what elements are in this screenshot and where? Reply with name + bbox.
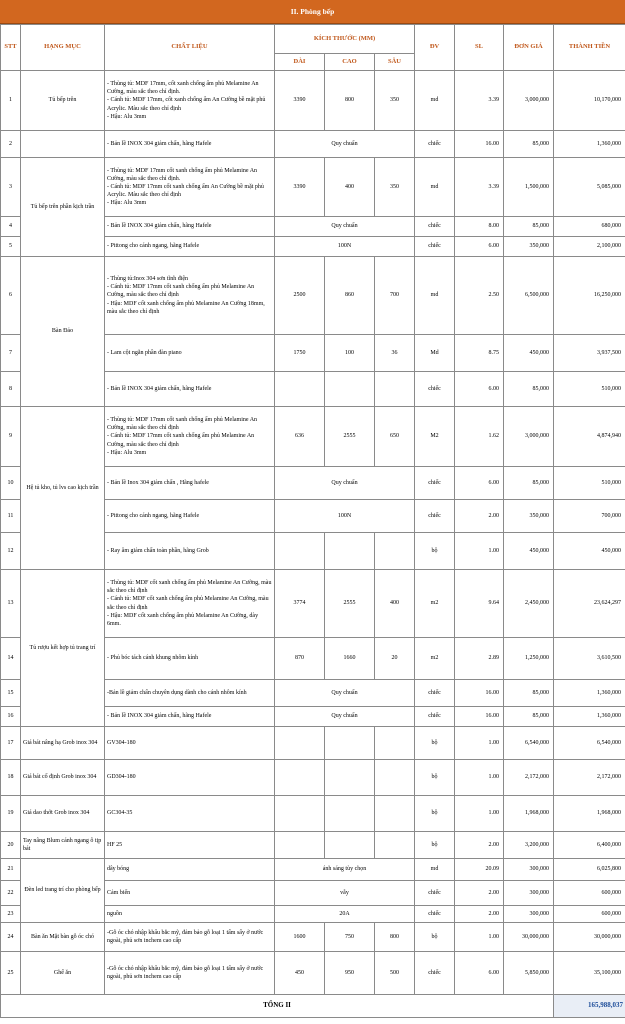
group-label: Bàn ăn Mặt bàn gỗ óc chó <box>21 923 105 952</box>
col-dv: ĐV <box>415 25 455 71</box>
group-label: Bàn Đảo <box>21 257 105 407</box>
table-row: 2 - Bản lề INOX 304 giảm chấn, hãng Hafele Quy chuẩn chiếc 16.00 85,000 1,360,000 <box>1 131 625 158</box>
col-stt: STT <box>1 25 21 71</box>
table-row: 8 - Bản lề INOX 304 giảm chấn, hãng Hafele chiếc 6.00 85,000 510,000 <box>1 372 625 407</box>
table-row: 25 Ghế ăn -Gỗ óc chó nhập khẩu bắc mỹ, đảm bảo gỗ loại 1 tấm sấy ở nước ngoài, phủ sơn inchem cao cấp 450 950 500 chiếc 6.00 5,850,000 35,100,000 <box>1 952 625 995</box>
table-row: 3 Tủ bếp trên phần kịch trần - Thùng tủ: MDF 17mm cốt xanh chống ẩm phủ Melamine An Cường, màu sắc theo chỉ định. - Cánh tủ: MDF 17mm cốt xanh chống ẩm An Cường bề mặt phủ Acrylic. Màu sắc theo chỉ định - Hậu: Alu 3mm 3390 400 350 md 3.39 1,500,000 5,085,000 <box>1 158 625 217</box>
col-sau: SÂU <box>375 54 415 71</box>
col-sl: SL <box>455 25 504 71</box>
group-label: Tay nâng Blum cánh ngang ô tịp bát <box>21 832 105 859</box>
table-row: 17 Giá bát nâng hạ Grob inox 304 GV304-180 bộ 1.00 6,540,000 6,540,000 <box>1 727 625 760</box>
group-label: Tủ rượu kết hợp tủ trang trí <box>21 570 105 727</box>
table-row: 10 - Bản lề Inox 304 giảm chấn , Hãng hafele Quy chuẩn chiếc 6.00 85,000 510,000 <box>1 467 625 500</box>
table-row: 20 Tay nâng Blum cánh ngang ô tịp bát HF 25 bộ 2.00 3,200,000 6,400,000 <box>1 832 625 859</box>
total-label: TỔNG II <box>1 995 554 1018</box>
kitchen-table <box>0 24 625 1018</box>
col-don-gia: ĐƠN GIÁ <box>504 25 554 71</box>
table-row: 12 - Ray âm giảm chấn toàn phần, hãng Grob bộ 1.00 450,000 450,000 <box>1 533 625 570</box>
table-row: 23 nguồn 20A chiếc 2.00 300,000 600,000 <box>1 906 625 923</box>
group-label: Tủ bếp trên phần kịch trần <box>21 158 105 257</box>
col-hang-muc: HẠNG MỤC <box>21 25 105 71</box>
group-label: Đèn led trang trí cho phòng bếp <box>21 859 105 923</box>
col-cao: CAO <box>325 54 375 71</box>
table-row: 16 - Bản lề INOX 304 giảm chấn, hãng Hafele Quy chuẩn chiếc 16.00 85,000 1,360,000 <box>1 707 625 727</box>
table-row: 21 Đèn led trang trí cho phòng bếp dây bóng ánh sáng tùy chọn md 20.09 300,000 6,025,800 <box>1 859 625 881</box>
col-thanh-tien: THÀNH TIỀN <box>554 25 625 71</box>
total-row <box>1 995 625 1018</box>
table-row: 18 Giá bát cố định Grob inox 304 GD304-180 bộ 1.00 2,172,000 2,172,000 <box>1 760 625 796</box>
table-row: 5 - Pittong cho cánh ngang, hãng Hafele 100N chiếc 6.00 350,000 2,100,000 <box>1 237 625 257</box>
group-label: Tủ bếp trên <box>21 71 105 131</box>
table-row: 9 Hệ tủ kho, tủ lvs cao kịch trần - Thùng tủ: MDF 17mm cốt xanh chống ẩm phủ Melamine An Cường, màu sắc theo chỉ định - Cánh tủ: MDF 17mm cốt xanh chống ẩm phủ Melamine An Cường, màu sắc theo chỉ định - Hậu: Alu 3mm 636 2555 650 M2 1.62 3,000,000 4,874,940 <box>1 407 625 467</box>
col-chat-lieu: CHẤT LIỆU <box>105 25 275 71</box>
table-row: 4 - Bản lề INOX 304 giảm chấn, hãng Hafele Quy chuẩn chiếc 8.00 85,000 680,000 <box>1 217 625 237</box>
table-row: 13 Tủ rượu kết hợp tủ trang trí - Thùng tủ: MDF cốt xanh chống ẩm phủ Melamine An Cường, màu sắc theo chỉ định - Cánh tủ: MDF cốt xanh chống ẩm phủ Melamine An Cường, màu sắc theo chỉ định - Hậu: MDF cốt xanh chống ẩm phủ Melamine An Cường, dày 6mm. 3774 2555 400 m2 9.64 2,450,000 23,624,297 <box>1 570 625 638</box>
table-row: 19 Giá dao thớt Grob inox 304 GC304-35 bộ 1.00 1,968,000 1,968,000 <box>1 796 625 832</box>
table-row: 6 Bàn Đảo - Thùng tủ:Inox 304 sơn tĩnh điện - Cánh tủ: MDF 17mm cốt xanh chống ẩm phủ Melamine An Cường, màu sắc theo chỉ định - Hậu: MDF cốt xanh chống ẩm phủ Melamine An Cường 18mm, màu sắc theo chỉ định 2500 860 700 md 2.50 6,500,000 16,250,000 <box>1 257 625 335</box>
table-row: 24 Bàn ăn Mặt bàn gỗ óc chó -Gỗ óc chó nhập khẩu bắc mỹ, đảm bảo gỗ loại 1 tấm sấy ở nước ngoài, phủ sơn inchem cao cấp 1600 750 800 bộ 1.00 30,000,000 30,000,000 <box>1 923 625 952</box>
group-label: Hệ tủ kho, tủ lvs cao kịch trần <box>21 407 105 570</box>
group-label: Ghế ăn <box>21 952 105 995</box>
group-label: Giá bát nâng hạ Grob inox 304 <box>21 727 105 760</box>
table-row: 11 - Pittong cho cánh ngang, hãng Hafele 100N chiếc 2.00 350,000 700,000 <box>1 500 625 533</box>
section-title: II. Phòng bếp <box>0 0 625 24</box>
total-value: 165,988,037 <box>554 995 625 1018</box>
col-dai: DÀI <box>275 54 325 71</box>
group-label: Giá bát cố định Grob inox 304 <box>21 760 105 796</box>
table-row: 1 Tủ bếp trên - Thùng tủ: MDF 17mm, cốt xanh chống ẩm phủ Melamine An Cường, màu sắc theo chỉ định. - Cánh tủ: MDF 17mm, cốt xanh chống ẩm An Cường bề mặt phủ Acrylic. Màu sắc theo chỉ định - Hậu: Alu 3mm 3390 800 350 md 3.39 3,000,000 10,170,000 <box>1 71 625 131</box>
col-kich-thuoc: KÍCH THƯỚC (MM) <box>275 25 415 54</box>
table-row: 14 - Phủ bóc tách cánh khung nhôm kính 870 1660 20 m2 2.89 1,250,000 3,610,500 <box>1 638 625 680</box>
table-row: 15 -Bản lề giảm chấn chuyên dụng dành cho cánh nhôm kính Quy chuẩn chiếc 16.00 85,000 1,360,000 <box>1 680 625 707</box>
table-row: 22 Cảm biến vẫy chiếc 2.00 300,000 600,000 <box>1 881 625 906</box>
table-row: 7 - Lam cột ngăn phần đàn piano 1750 100 36 Md 8.75 450,000 3,937,500 <box>1 335 625 372</box>
group-label: Giá dao thớt Grob inox 304 <box>21 796 105 832</box>
